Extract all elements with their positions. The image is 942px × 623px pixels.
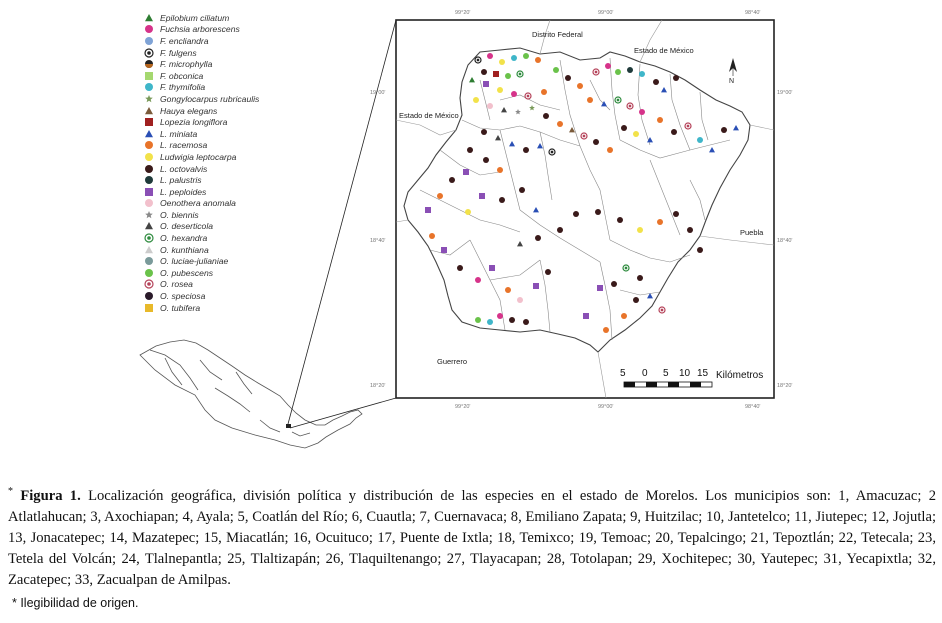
caption-label: Figura 1.	[20, 487, 81, 504]
legend-label: L. palustris	[160, 175, 202, 186]
region-estado-mexico-ne: Estado de México	[634, 46, 694, 55]
coord-left-2: 18°40'	[370, 238, 386, 244]
species-point	[483, 81, 489, 87]
species-point	[633, 297, 639, 303]
legend-label: Ludwigia leptocarpa	[160, 151, 237, 162]
morelos-marker	[286, 424, 291, 428]
species-point	[479, 193, 485, 199]
species-point	[543, 113, 549, 119]
species-point	[493, 71, 499, 77]
scale-tick-15: 15	[697, 368, 709, 379]
species-point	[673, 75, 679, 81]
scale-bar	[624, 382, 712, 387]
mexico-outline	[140, 340, 362, 448]
species-point	[721, 127, 727, 133]
species-point	[697, 137, 703, 143]
species-point	[475, 277, 481, 283]
species-point	[653, 79, 659, 85]
legend-label: L. racemosa	[160, 140, 208, 151]
species-point	[499, 59, 505, 65]
species-point	[449, 177, 455, 183]
legend-label: L. octovalvis	[160, 163, 208, 174]
species-point	[553, 67, 559, 73]
scale-unit: Kilómetros	[716, 370, 764, 381]
species-point	[621, 125, 627, 131]
species-point	[671, 129, 677, 135]
species-point	[429, 233, 435, 239]
species-point	[489, 265, 495, 271]
species-point	[581, 133, 587, 139]
footnote: * Ilegibilidad de origen.	[12, 596, 139, 610]
species-point	[475, 317, 481, 323]
legend-label: O. speciosa	[160, 291, 206, 302]
figure-caption	[8, 481, 936, 591]
legend-label: F. thymifolia	[160, 82, 206, 93]
coord-right-3: 18°20'	[777, 383, 793, 389]
species-point	[533, 283, 539, 289]
species-point	[639, 109, 645, 115]
connector-top	[288, 20, 396, 424]
scale-tick-5b: 5	[663, 368, 669, 379]
legend-label: F. encliandra	[160, 35, 209, 46]
species-point	[481, 69, 487, 75]
species-point	[511, 91, 517, 97]
species-point	[673, 211, 679, 217]
map-frame	[396, 20, 774, 398]
species-point	[593, 69, 599, 75]
legend-label: L. miniata	[160, 128, 198, 139]
species-point	[607, 147, 613, 153]
legend-label: F. microphylla	[160, 59, 213, 70]
species-point	[605, 63, 611, 69]
species-point	[687, 227, 693, 233]
species-point	[657, 117, 663, 123]
scale-tick-5a: 5	[620, 368, 626, 379]
coord-top-3: 98°40'	[745, 10, 761, 16]
species-point	[511, 55, 517, 61]
coord-right-1: 19°00'	[777, 90, 793, 96]
species-point	[685, 123, 691, 129]
coord-left-3: 18°20'	[370, 383, 386, 389]
scale-tick-10: 10	[679, 368, 691, 379]
species-point	[583, 313, 589, 319]
legend-label: O. rosea	[160, 279, 193, 290]
species-point	[615, 69, 621, 75]
species-point	[595, 209, 601, 215]
legend-label: O. kunthiana	[160, 244, 209, 255]
species-point	[637, 227, 643, 233]
legend-label: O. biennis	[160, 209, 199, 220]
species-point	[525, 93, 531, 99]
legend-label: Fuchsia arborescens	[160, 24, 240, 35]
scale-tick-0: 0	[642, 368, 648, 379]
species-point	[627, 103, 633, 109]
legend-label: O. tubifera	[160, 302, 201, 313]
species-point	[573, 211, 579, 217]
species-point	[565, 75, 571, 81]
species-point	[517, 297, 523, 303]
species-point	[523, 53, 529, 59]
species-point	[535, 235, 541, 241]
region-guerrero: Guerrero	[437, 357, 468, 366]
species-point	[545, 269, 551, 275]
legend-label: Lopezia longiflora	[160, 117, 228, 128]
species-point	[617, 217, 623, 223]
species-point	[637, 275, 643, 281]
species-point	[541, 89, 547, 95]
coord-bottom-1: 99°20'	[455, 404, 471, 410]
legend-label: F. fulgens	[160, 47, 197, 58]
species-point	[519, 187, 525, 193]
species-point	[425, 207, 431, 213]
species-point	[615, 97, 621, 103]
legend-label: O. pubescens	[160, 267, 214, 278]
legend-label: F. obconica	[160, 70, 204, 81]
species-point	[535, 57, 541, 63]
coord-top-1: 99°20'	[455, 10, 471, 16]
north-label: N	[729, 78, 735, 85]
coord-left-1: 19°00'	[370, 90, 386, 96]
legend-label: O. hexandra	[160, 233, 208, 244]
legend-label: Epilobium ciliatum	[160, 12, 230, 23]
species-point	[465, 209, 471, 215]
legend-label: Oenothera anomala	[160, 198, 236, 209]
species-point	[475, 57, 481, 63]
legend-label: Gongylocarpus rubricaulis	[160, 93, 260, 104]
species-point	[463, 169, 469, 175]
species-point	[437, 193, 443, 199]
legend-label: Hauya elegans	[160, 105, 218, 116]
species-point	[505, 287, 511, 293]
species-point	[505, 73, 511, 79]
species-point	[497, 87, 503, 93]
species-point	[603, 327, 609, 333]
species-point	[597, 285, 603, 291]
species-point	[517, 71, 523, 77]
species-point	[577, 83, 583, 89]
species-point	[587, 97, 593, 103]
species-point	[467, 147, 473, 153]
legend-label: O. deserticola	[160, 221, 214, 232]
species-point	[497, 313, 503, 319]
species-point	[549, 149, 555, 155]
coord-bottom-3: 98°40'	[745, 404, 761, 410]
species-point	[473, 97, 479, 103]
caption-text: Localización geográfica, división política y distribución de las especies en el estado de Morelos. Los municipios son: 1, Amacuzac; 2 Atlatlahucan; 3, Axochiapan; 4, Ayala; 5, Coatlán del Río; 6, Cuautla; 7, Cuernavaca; 8, Emiliano Zapata; 9, Huitzilac; 10, Jantetelco; 11, Jiutepec; 12, Jojutla; 13, Jonacatepec; 14, Mazatepec; 15, Miacatlán; 16, Ocuituco; 17, Puente de Ixtla; 18, Temixco; 19, Temoac; 20, Tepalcingo; 21, Tepoztlán; 22, Tetecala; 23, Tetela del Volcán; 24, Tlalnepantla; 25, Tlaltizapán; 26, Tlaquiltenango; 27, Tlayacapan; 28, Totolapan; 29, Xochitepec; 30, Yautepec; 31, Yecapixtla; 32, Zacatepec; 33, Zacualpan de Amilpas.	[8, 487, 936, 588]
species-point	[441, 247, 447, 253]
species-point	[659, 307, 665, 313]
region-estado-mexico-w: Estado de México	[399, 111, 459, 120]
species-point	[481, 129, 487, 135]
species-point	[611, 281, 617, 287]
species-point	[457, 265, 463, 271]
species-point	[557, 121, 563, 127]
coord-top-2: 99°00'	[598, 10, 614, 16]
species-point	[523, 147, 529, 153]
species-point	[487, 103, 493, 109]
connector-bottom	[290, 398, 396, 428]
species-point	[639, 71, 645, 77]
species-point	[657, 219, 663, 225]
region-distrito-federal: Distrito Federal	[532, 30, 583, 39]
species-point	[593, 139, 599, 145]
caption-asterisk: *	[8, 486, 13, 497]
species-point	[627, 67, 633, 73]
species-point	[523, 319, 529, 325]
species-point	[499, 197, 505, 203]
species-point	[509, 317, 515, 323]
legend-label: L. peploides	[160, 186, 207, 197]
species-point	[497, 167, 503, 173]
legend-label: O. luciae-julianiae	[160, 256, 229, 267]
species-point	[697, 247, 703, 253]
species-point	[487, 319, 493, 325]
species-point	[557, 227, 563, 233]
species-point	[621, 313, 627, 319]
species-point	[623, 265, 629, 271]
species-point	[483, 157, 489, 163]
species-point	[633, 131, 639, 137]
coord-bottom-2: 99°00'	[598, 404, 614, 410]
species-point	[487, 53, 493, 59]
coord-right-2: 18°40'	[777, 238, 793, 244]
region-puebla: Puebla	[740, 228, 764, 237]
